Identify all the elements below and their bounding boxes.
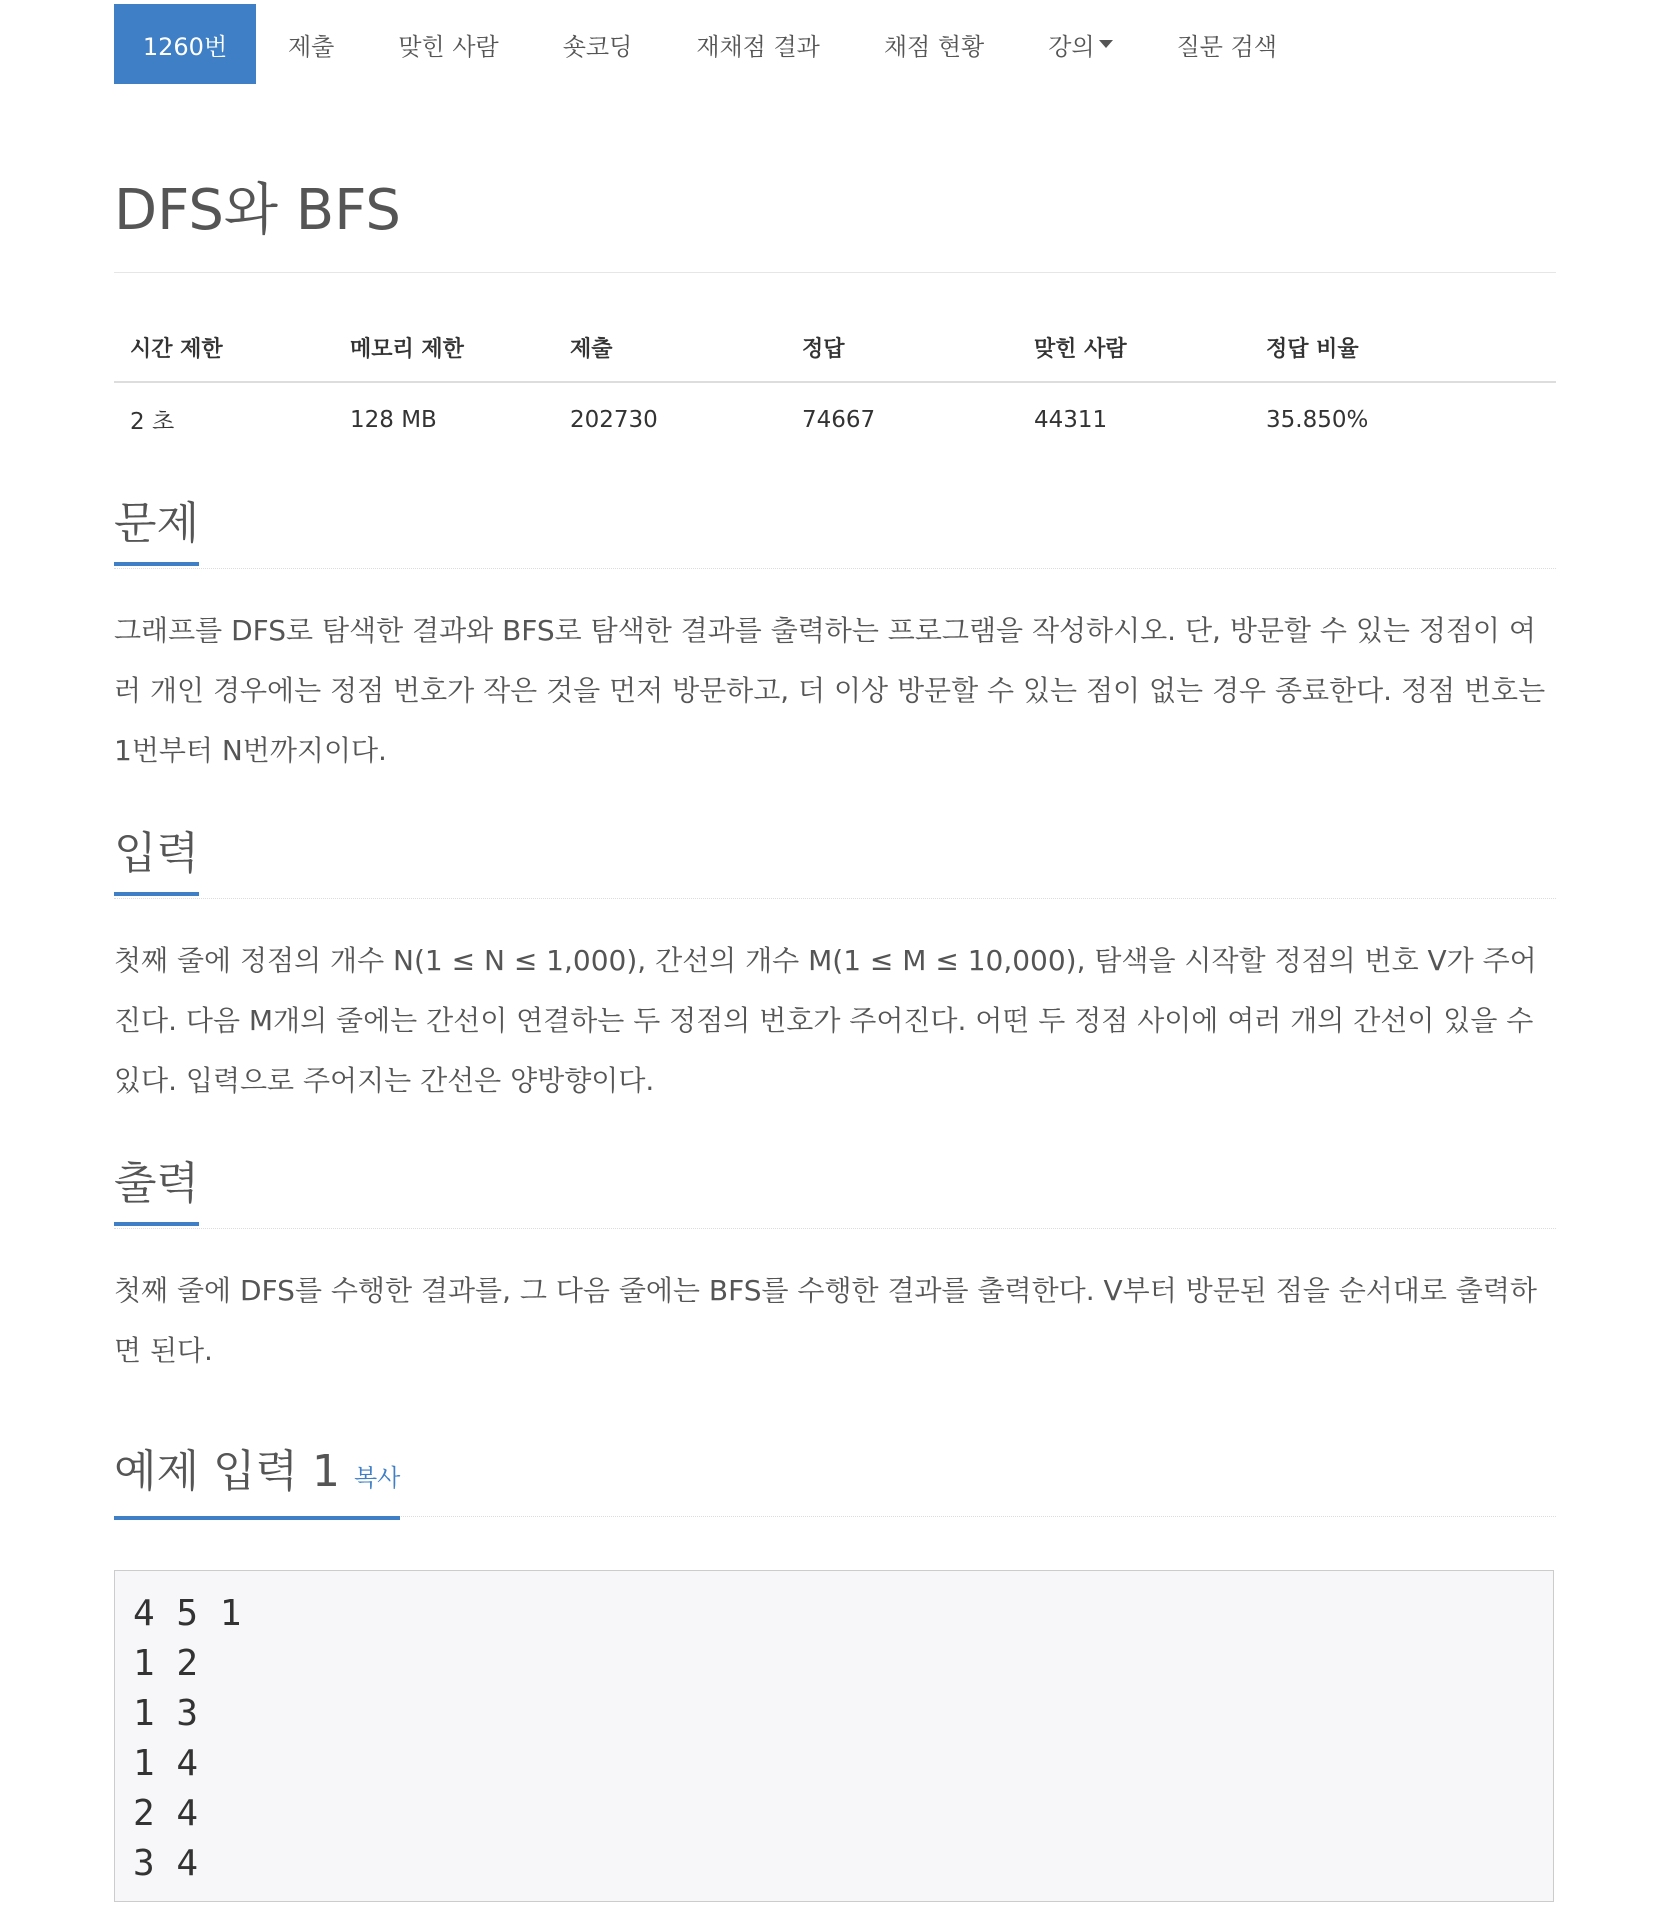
problem-nav-tabs — [114, 4, 1556, 88]
header-time-limit: 시간 제한 — [114, 318, 334, 382]
section-header — [114, 1444, 1556, 1517]
tab-lectures-dropdown[interactable] — [1016, 4, 1144, 84]
section-header — [114, 826, 1556, 899]
input-text: 첫째 줄에 정점의 개수 N(1 ≤ N ≤ 1,000), 간선의 개수 M(1 ≤ M ≤ 10,000), 탐색을 시작할 정점의 번호 V가 주어진다. 다음 M개의 줄에는 간선이 연결하는 두 정점의 번호가 주어진다. 어떤 두 정점 사이에 여러 개의 간선이 있을 수 있다. 입력으로 주어지는 간선은 양방향이다. — [114, 944, 1537, 1097]
title-divider — [114, 272, 1556, 273]
time-limit-value: 2 초 — [130, 409, 175, 435]
tab-solved-users[interactable]: 맞힌 사람 — [398, 32, 499, 61]
section-description — [114, 496, 1556, 781]
submissions-value: 202730 — [570, 406, 658, 433]
sample-input-content: 4 5 1 1 2 1 3 1 4 2 4 3 4 — [133, 1593, 242, 1884]
tab-question-search[interactable]: 질문 검색 — [1176, 32, 1277, 61]
tab-lectures-label: 강의 — [1048, 32, 1095, 61]
memory-limit-value: 128 MB — [350, 406, 437, 433]
header-memory-limit: 메모리 제한 — [334, 318, 554, 382]
header-accept-ratio: 정답 비율 — [1250, 318, 1556, 382]
section-sample-input — [114, 1444, 1556, 1517]
section-header — [114, 496, 1556, 569]
section-input — [114, 826, 1556, 1111]
sample-input-box[interactable] — [114, 1570, 1554, 1902]
tab-short-coding[interactable]: 숏코딩 — [562, 32, 633, 61]
description-text: 그래프를 DFS로 탐색한 결과와 BFS로 탐색한 결과를 출력하는 프로그램을 작성하시오. 단, 방문할 수 있는 정점이 여러 개인 경우에는 정점 번호가 작은 것을 먼저 방문하고, 더 이상 방문할 수 있는 점이 없는 경우 종료한다. 정점 번호는 1번부터 N번까지이다. — [114, 614, 1546, 767]
problem-info-table — [114, 318, 1556, 450]
header-accepted: 정답 — [786, 318, 1018, 382]
accepted-value: 74667 — [802, 406, 876, 433]
section-header — [114, 1156, 1556, 1229]
section-title-description: 문제 — [114, 498, 199, 566]
problem-page — [114, 0, 1556, 1884]
copy-button[interactable]: 복사 — [353, 1464, 401, 1492]
table-header-row — [114, 318, 1556, 382]
solved-users-value: 44311 — [1034, 406, 1108, 433]
header-solved-users: 맞힌 사람 — [1018, 318, 1250, 382]
section-title-output: 출력 — [114, 1158, 199, 1226]
section-title-sample-input — [114, 1446, 400, 1520]
tab-problem[interactable]: 1260번 — [114, 4, 256, 84]
accept-ratio-value: 35.850% — [1266, 406, 1369, 433]
tab-rejudge-results[interactable]: 재채점 결과 — [696, 32, 820, 61]
output-text: 첫째 줄에 DFS를 수행한 결과를, 그 다음 줄에는 BFS를 수행한 결과를 출력한다. V부터 방문된 점을 순서대로 출력하면 된다. — [114, 1274, 1537, 1367]
section-title-input: 입력 — [114, 828, 199, 896]
section-output — [114, 1156, 1556, 1381]
table-row — [114, 382, 1556, 450]
tab-submit[interactable]: 제출 — [288, 32, 335, 61]
header-submissions: 제출 — [554, 318, 786, 382]
page-title: DFS와 BFS — [114, 178, 401, 243]
caret-down-icon — [1099, 40, 1113, 48]
tab-judge-status[interactable]: 채점 현황 — [883, 32, 985, 61]
sample-input-heading: 예제 입력 1 — [114, 1446, 340, 1497]
